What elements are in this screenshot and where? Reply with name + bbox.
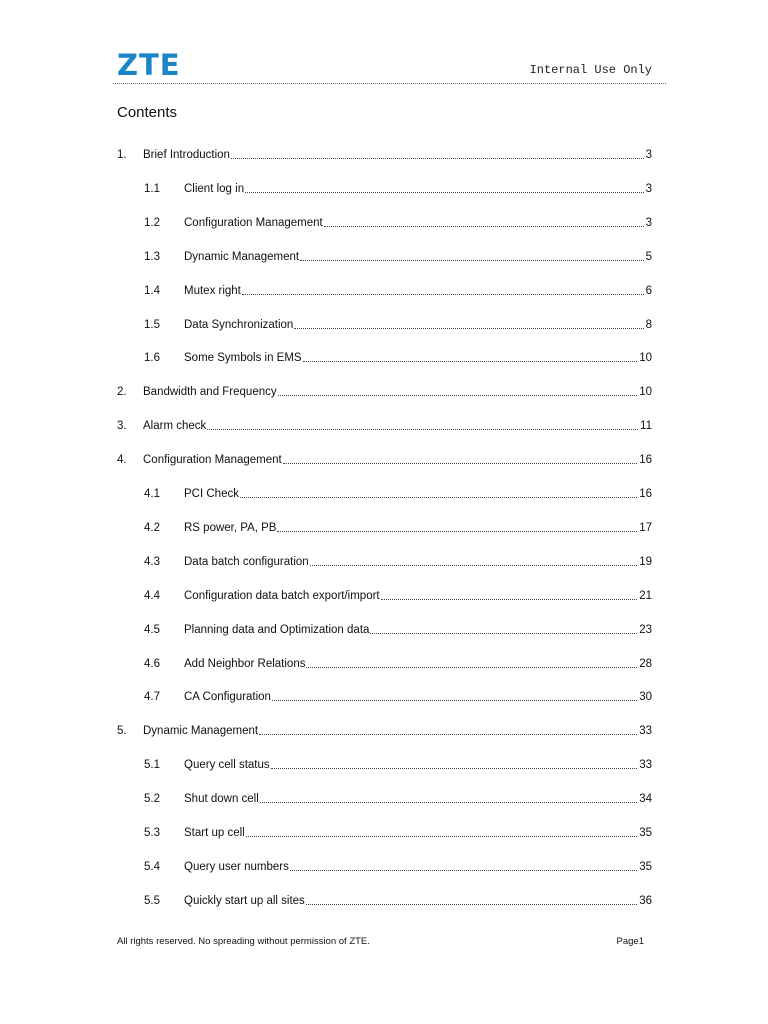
toc-dot-leader — [306, 903, 637, 905]
toc-dot-leader — [271, 767, 638, 769]
toc-entry-title: Dynamic Management — [143, 725, 259, 738]
toc-entry[interactable] — [144, 892, 652, 908]
toc-entry-page: 3 — [645, 149, 652, 161]
toc-dot-leader — [370, 632, 637, 634]
toc-dot-leader — [272, 699, 637, 701]
toc-entry-number: 1.1 — [144, 182, 160, 195]
toc-entry-number: 4. — [117, 454, 127, 467]
toc-entry-title: Planning data and Optimization data — [184, 623, 370, 636]
toc-entry-page: 3 — [645, 216, 652, 229]
toc-entry[interactable] — [144, 282, 652, 298]
toc-entry-title: RS power, PA, PB — [184, 521, 277, 534]
toc-entry-number: 1.5 — [144, 318, 160, 331]
toc-entry-title: Query user numbers — [184, 860, 289, 873]
toc-entry[interactable] — [144, 248, 652, 264]
toc-dot-leader — [207, 428, 638, 430]
toc-dot-leader — [303, 360, 638, 362]
toc-entry[interactable] — [144, 756, 652, 772]
toc-entry-page: 17 — [639, 521, 652, 534]
toc-entry-title: Configuration Management — [184, 216, 323, 229]
toc-dot-leader — [300, 259, 644, 261]
toc-entry[interactable] — [144, 553, 652, 569]
toc-entry-number: 1.4 — [144, 284, 160, 297]
toc-entry-page: 23 — [639, 623, 652, 636]
zte-logo: ZTE — [117, 48, 181, 82]
toc-entry-title: Data batch configuration — [184, 555, 309, 568]
toc-entry-page: 30 — [639, 691, 652, 704]
toc-entry-number: 4.6 — [144, 657, 160, 670]
toc-entry-page: 5 — [645, 250, 652, 263]
toc-entry-number: 3. — [117, 420, 127, 433]
toc-entry-number: 1.3 — [144, 250, 160, 263]
toc-entry[interactable] — [144, 485, 652, 501]
toc-entry-page: 33 — [639, 759, 652, 772]
toc-entry[interactable] — [117, 722, 652, 738]
toc-entry-title: Brief Introduction — [143, 149, 230, 161]
toc-entry-title: Start up cell — [184, 827, 245, 839]
toc-entry[interactable] — [144, 824, 652, 840]
toc-entry-number: 5. — [117, 725, 127, 738]
toc-entry-number: 4.4 — [144, 589, 160, 602]
toc-dot-leader — [310, 564, 638, 566]
toc-entry[interactable] — [117, 417, 652, 433]
toc-entry-page: 35 — [639, 827, 652, 839]
toc-entry[interactable] — [144, 349, 652, 365]
toc-entry-number: 4.5 — [144, 623, 160, 636]
toc-entry[interactable] — [144, 180, 652, 196]
toc-entry-title: Mutex right — [184, 284, 241, 297]
toc-entry-page: 3 — [645, 182, 652, 195]
toc-entry-title: Quickly start up all sites — [184, 894, 305, 907]
toc-dot-leader — [283, 462, 637, 464]
toc-entry-title: Data Synchronization — [184, 318, 294, 331]
toc-entry-title: Query cell status — [184, 759, 270, 772]
toc-dot-leader — [246, 835, 637, 837]
header-divider — [113, 83, 666, 84]
toc-dot-leader — [306, 666, 637, 668]
contents-heading: Contents — [117, 104, 178, 121]
toc-entry-page: 6 — [645, 284, 652, 297]
toc-entry-page: 10 — [639, 352, 652, 365]
toc-entry-number: 1.2 — [144, 216, 160, 229]
classification-label: Internal Use Only — [529, 63, 652, 77]
toc-entry-title: Client log in — [184, 182, 245, 195]
toc-entry-page: 34 — [639, 793, 652, 806]
toc-dot-leader — [290, 869, 637, 871]
toc-entry-page: 36 — [639, 894, 652, 907]
toc-dot-leader — [277, 530, 637, 532]
toc-entry-page: 21 — [639, 589, 652, 602]
toc-entry-page: 28 — [639, 657, 652, 670]
toc-entry-title: Some Symbols in EMS — [184, 352, 302, 365]
toc-entry-number: 5.4 — [144, 860, 160, 873]
toc-entry[interactable] — [144, 688, 652, 704]
toc-entry[interactable] — [144, 316, 652, 332]
toc-entry-number: 2. — [117, 386, 127, 399]
toc-entry[interactable] — [144, 587, 652, 603]
toc-entry-number: 4.3 — [144, 555, 160, 568]
toc-entry-number: 4.2 — [144, 521, 160, 534]
toc-entry-number: 5.3 — [144, 827, 160, 839]
toc-entry-page: 11 — [640, 420, 652, 433]
toc-entry-title: Dynamic Management — [184, 250, 300, 263]
toc-dot-leader — [294, 327, 643, 329]
footer-rights: All rights reserved. No spreading without permission of ZTE. — [117, 936, 370, 947]
toc-entry-title: Shut down cell — [184, 793, 259, 806]
toc-entry-title: Alarm check — [143, 420, 207, 433]
toc-entry-title: PCI Check — [184, 488, 239, 500]
toc-entry-page: 10 — [639, 386, 652, 399]
toc-entry-title: CA Configuration — [184, 691, 271, 704]
toc-dot-leader — [381, 598, 638, 600]
toc-dot-leader — [278, 394, 638, 396]
toc-entry[interactable] — [117, 383, 652, 399]
toc-entry-page: 16 — [639, 454, 652, 467]
toc-entry-page: 33 — [639, 725, 652, 738]
toc-dot-leader — [259, 733, 637, 735]
toc-dot-leader — [324, 225, 644, 227]
toc-entry[interactable] — [144, 621, 652, 637]
toc-entry[interactable] — [144, 655, 652, 671]
toc-entry-number: 5.5 — [144, 894, 160, 907]
toc-entry-title: Configuration data batch export/import — [184, 589, 380, 602]
toc-entry-number: 1.6 — [144, 352, 160, 365]
toc-entry-page: 35 — [639, 860, 652, 873]
toc-dot-leader — [240, 496, 637, 498]
toc-entry-page: 19 — [639, 555, 652, 568]
toc-entry-number: 5.1 — [144, 759, 160, 772]
toc-dot-leader — [245, 191, 644, 193]
toc-entry-number: 1. — [117, 149, 127, 161]
toc-entry-number: 4.7 — [144, 691, 160, 704]
toc-entry[interactable] — [144, 214, 652, 230]
toc-entry-number: 4.1 — [144, 488, 160, 500]
toc-entry[interactable] — [117, 451, 652, 467]
toc-entry-number: 5.2 — [144, 793, 160, 806]
toc-entry-title: Bandwidth and Frequency — [143, 386, 277, 399]
footer-page-number: Page1 — [616, 936, 644, 947]
toc-entry-title: Add Neighbor Relations — [184, 657, 306, 670]
toc-entry-page: 16 — [639, 488, 652, 500]
toc-dot-leader — [242, 293, 644, 295]
toc-entry-page: 8 — [645, 318, 652, 331]
toc-entry[interactable] — [144, 790, 652, 806]
toc-dot-leader — [260, 801, 637, 803]
toc-entry-title: Configuration Management — [143, 454, 282, 467]
toc-entry[interactable] — [144, 519, 652, 535]
toc-entry[interactable] — [117, 146, 652, 162]
toc-dot-leader — [231, 157, 644, 159]
toc-entry[interactable] — [144, 858, 652, 874]
